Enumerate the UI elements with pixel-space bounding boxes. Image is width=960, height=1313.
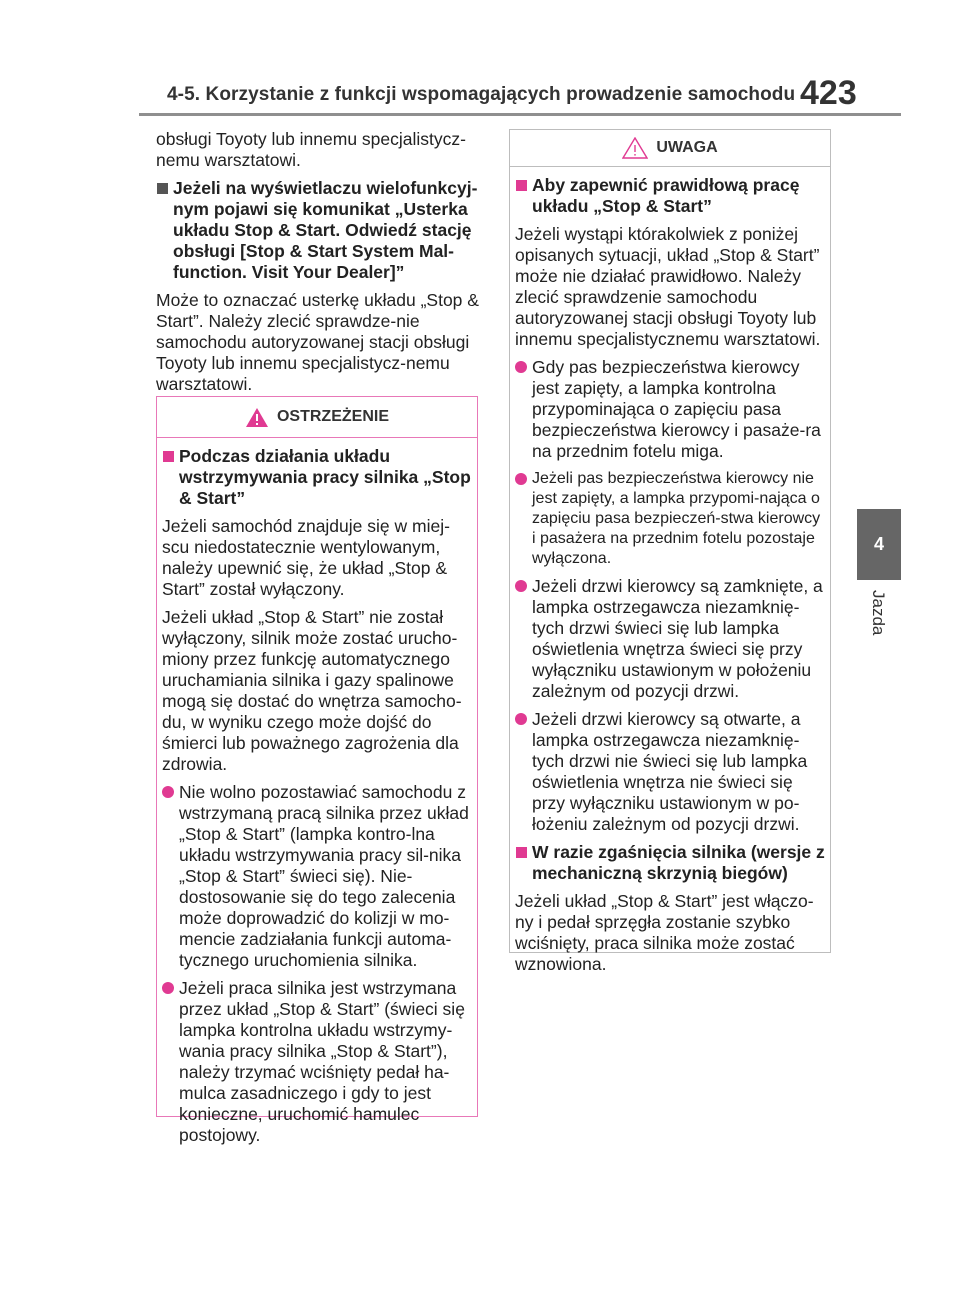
caution-title: UWAGA (656, 139, 718, 156)
caution-header (510, 130, 830, 167)
list-item (162, 978, 473, 1146)
circle-bullet-icon (162, 982, 174, 994)
warning-box (156, 396, 478, 1145)
warning-body (157, 438, 477, 1161)
circle-bullet-icon (515, 580, 527, 592)
heading-text: W razie zgaśnięcia silnika (wersje z mechaniczną skrzynią biegów) (532, 842, 825, 883)
body-paragraph: Może to oznaczać usterkę układu „Stop & Start”. Należy zlecić sprawdze-nie samochodu autoryzowanej stacji obsługi Toyoty lub innemu specjalistycz-nemu warsztatowi. (156, 290, 479, 394)
circle-bullet-icon (515, 713, 527, 725)
circle-bullet-icon (162, 786, 174, 798)
left-column (156, 129, 480, 402)
intro-paragraph: obsługi Toyoty lub innemu specjalistycz-nemu warsztatowi. (156, 129, 466, 170)
square-bullet-icon (163, 451, 174, 462)
square-bullet-icon (516, 847, 527, 858)
caution-heading (515, 842, 826, 884)
warning-triangle-icon (245, 407, 269, 428)
circle-bullet-icon (515, 473, 527, 485)
list-item-text: Gdy pas bezpieczeństwa kierowcy jest zapięty, a lampka kontrolna przypominająca o zapięciu pasa bezpieczeństwa kierowcy i pasaże-ra na przednim fotelu miga. (532, 357, 821, 461)
square-bullet-icon (516, 180, 527, 191)
header-divider (139, 113, 901, 116)
caution-heading (515, 175, 826, 217)
caution-paragraph: Jeżeli wystąpi którakolwiek z poniżej opisanych sytuacji, układ „Stop & Start” może nie działać prawidłowo. Należy zlecić sprawdzenie samochodu autoryzowanej stacji obsługi Toyoty lub innemu specjalistycznemu warsztatowi. (515, 224, 821, 349)
caution-triangle-icon (622, 137, 648, 159)
square-bullet-icon (157, 183, 168, 194)
section-heading (156, 178, 480, 283)
heading-text: Aby zapewnić prawidłową pracę układu „Stop & Start” (532, 175, 800, 216)
warning-paragraph: Jeżeli układ „Stop & Start” nie został wyłączony, silnik może zostać urucho-miony przez funkcję automatycznego uruchamiania silnika i gazy spalinowe mogą się dostać do wnętrza samocho-du, w wyniku czego może dojść do śmierci lub poważnego zagrożenia dla zdrowia. (162, 607, 462, 774)
list-item-text: Jeżeli pas bezpieczeństwa kierowcy nie jest zapięty, a lampka przypomi-nająca o zapięciu pasa bezpieczeń-stwa kierowcy i pasażera na przednim fotelu pozostaje wyłączona. (532, 470, 821, 567)
section-title: 4-5. Korzystanie z funkcji wspomagających prowadzenie samochodu (167, 84, 796, 105)
list-item (515, 469, 826, 569)
list-item-text: Nie wolno pozostawiać samochodu z wstrzymaną pracą silnika przez układ „Stop & Start” (lampka kontro-lna układu wstrzymywania pracy sil-nika „Stop & Start” świeci się). Nie-dostosowanie się do tego zalecenia może doprowadzić do kolizji w mo-mencie zadziałania funkcji automa-tycznego uruchomienia silnika. (179, 782, 469, 970)
caution-paragraph: Jeżeli układ „Stop & Start” jest włączo-ny i pedał sprzęgła zostanie szybko wciśnięty, praca silnika może zostać wznowiona. (515, 891, 814, 974)
list-item (515, 357, 826, 462)
list-item-text: Jeżeli drzwi kierowcy są otwarte, a lampka ostrzegawcza niezamknię-tych drzwi nie świeci się lub lampka oświetlenia wnętrza nie świeci się przy wyłączniku ustawionym w po-łożeniu zależnym od pozycji drzwi. (532, 709, 808, 834)
chapter-tab[interactable]: 4 (857, 509, 901, 580)
heading-text: Jeżeli na wyświetlaczu wielofunkcyj-nym pojawi się komunikat „Usterka układu Stop & Start. Odwiedź stację obsługi [Stop & Start System Mal-function. Visit Your Dealer]” (173, 178, 478, 282)
warning-title: OSTRZEŻENIE (276, 408, 389, 425)
warning-heading (162, 446, 473, 509)
page-number: 423 (800, 74, 857, 112)
chapter-label: Jazda (869, 590, 888, 636)
circle-bullet-icon (515, 361, 527, 373)
list-item-text: Jeżeli drzwi kierowcy są zamknięte, a lampka ostrzegawcza niezamknię-tych drzwi świeci się lub lampka oświetlenia wnętrza świeci się przy wyłączniku ustawionym w położeniu zależnym od pozycji drzwi. (532, 576, 823, 701)
list-item (162, 782, 473, 971)
caution-box (509, 129, 831, 974)
list-item (515, 576, 826, 702)
caution-body (510, 167, 830, 990)
list-item-text: Jeżeli praca silnika jest wstrzymana przez układ „Stop & Start” (świeci się lampka kontrolna układu wstrzymy-wania pracy silnika „Stop & Start”), należy trzymać wciśnięty pedał ha-mulca zasadniczego i gdy to jest konieczne, uruchomić hamulec postojowy. (179, 978, 465, 1145)
list-item (515, 709, 826, 835)
heading-text: Podczas działania układu wstrzymywania pracy silnika „Stop & Start” (179, 446, 471, 508)
warning-header (157, 397, 477, 438)
warning-paragraph: Jeżeli samochód znajduje się w miej-scu niedostatecznie wentylowanym, należy upewnić się, że układ „Stop & Start” został wyłączony. (162, 516, 450, 599)
